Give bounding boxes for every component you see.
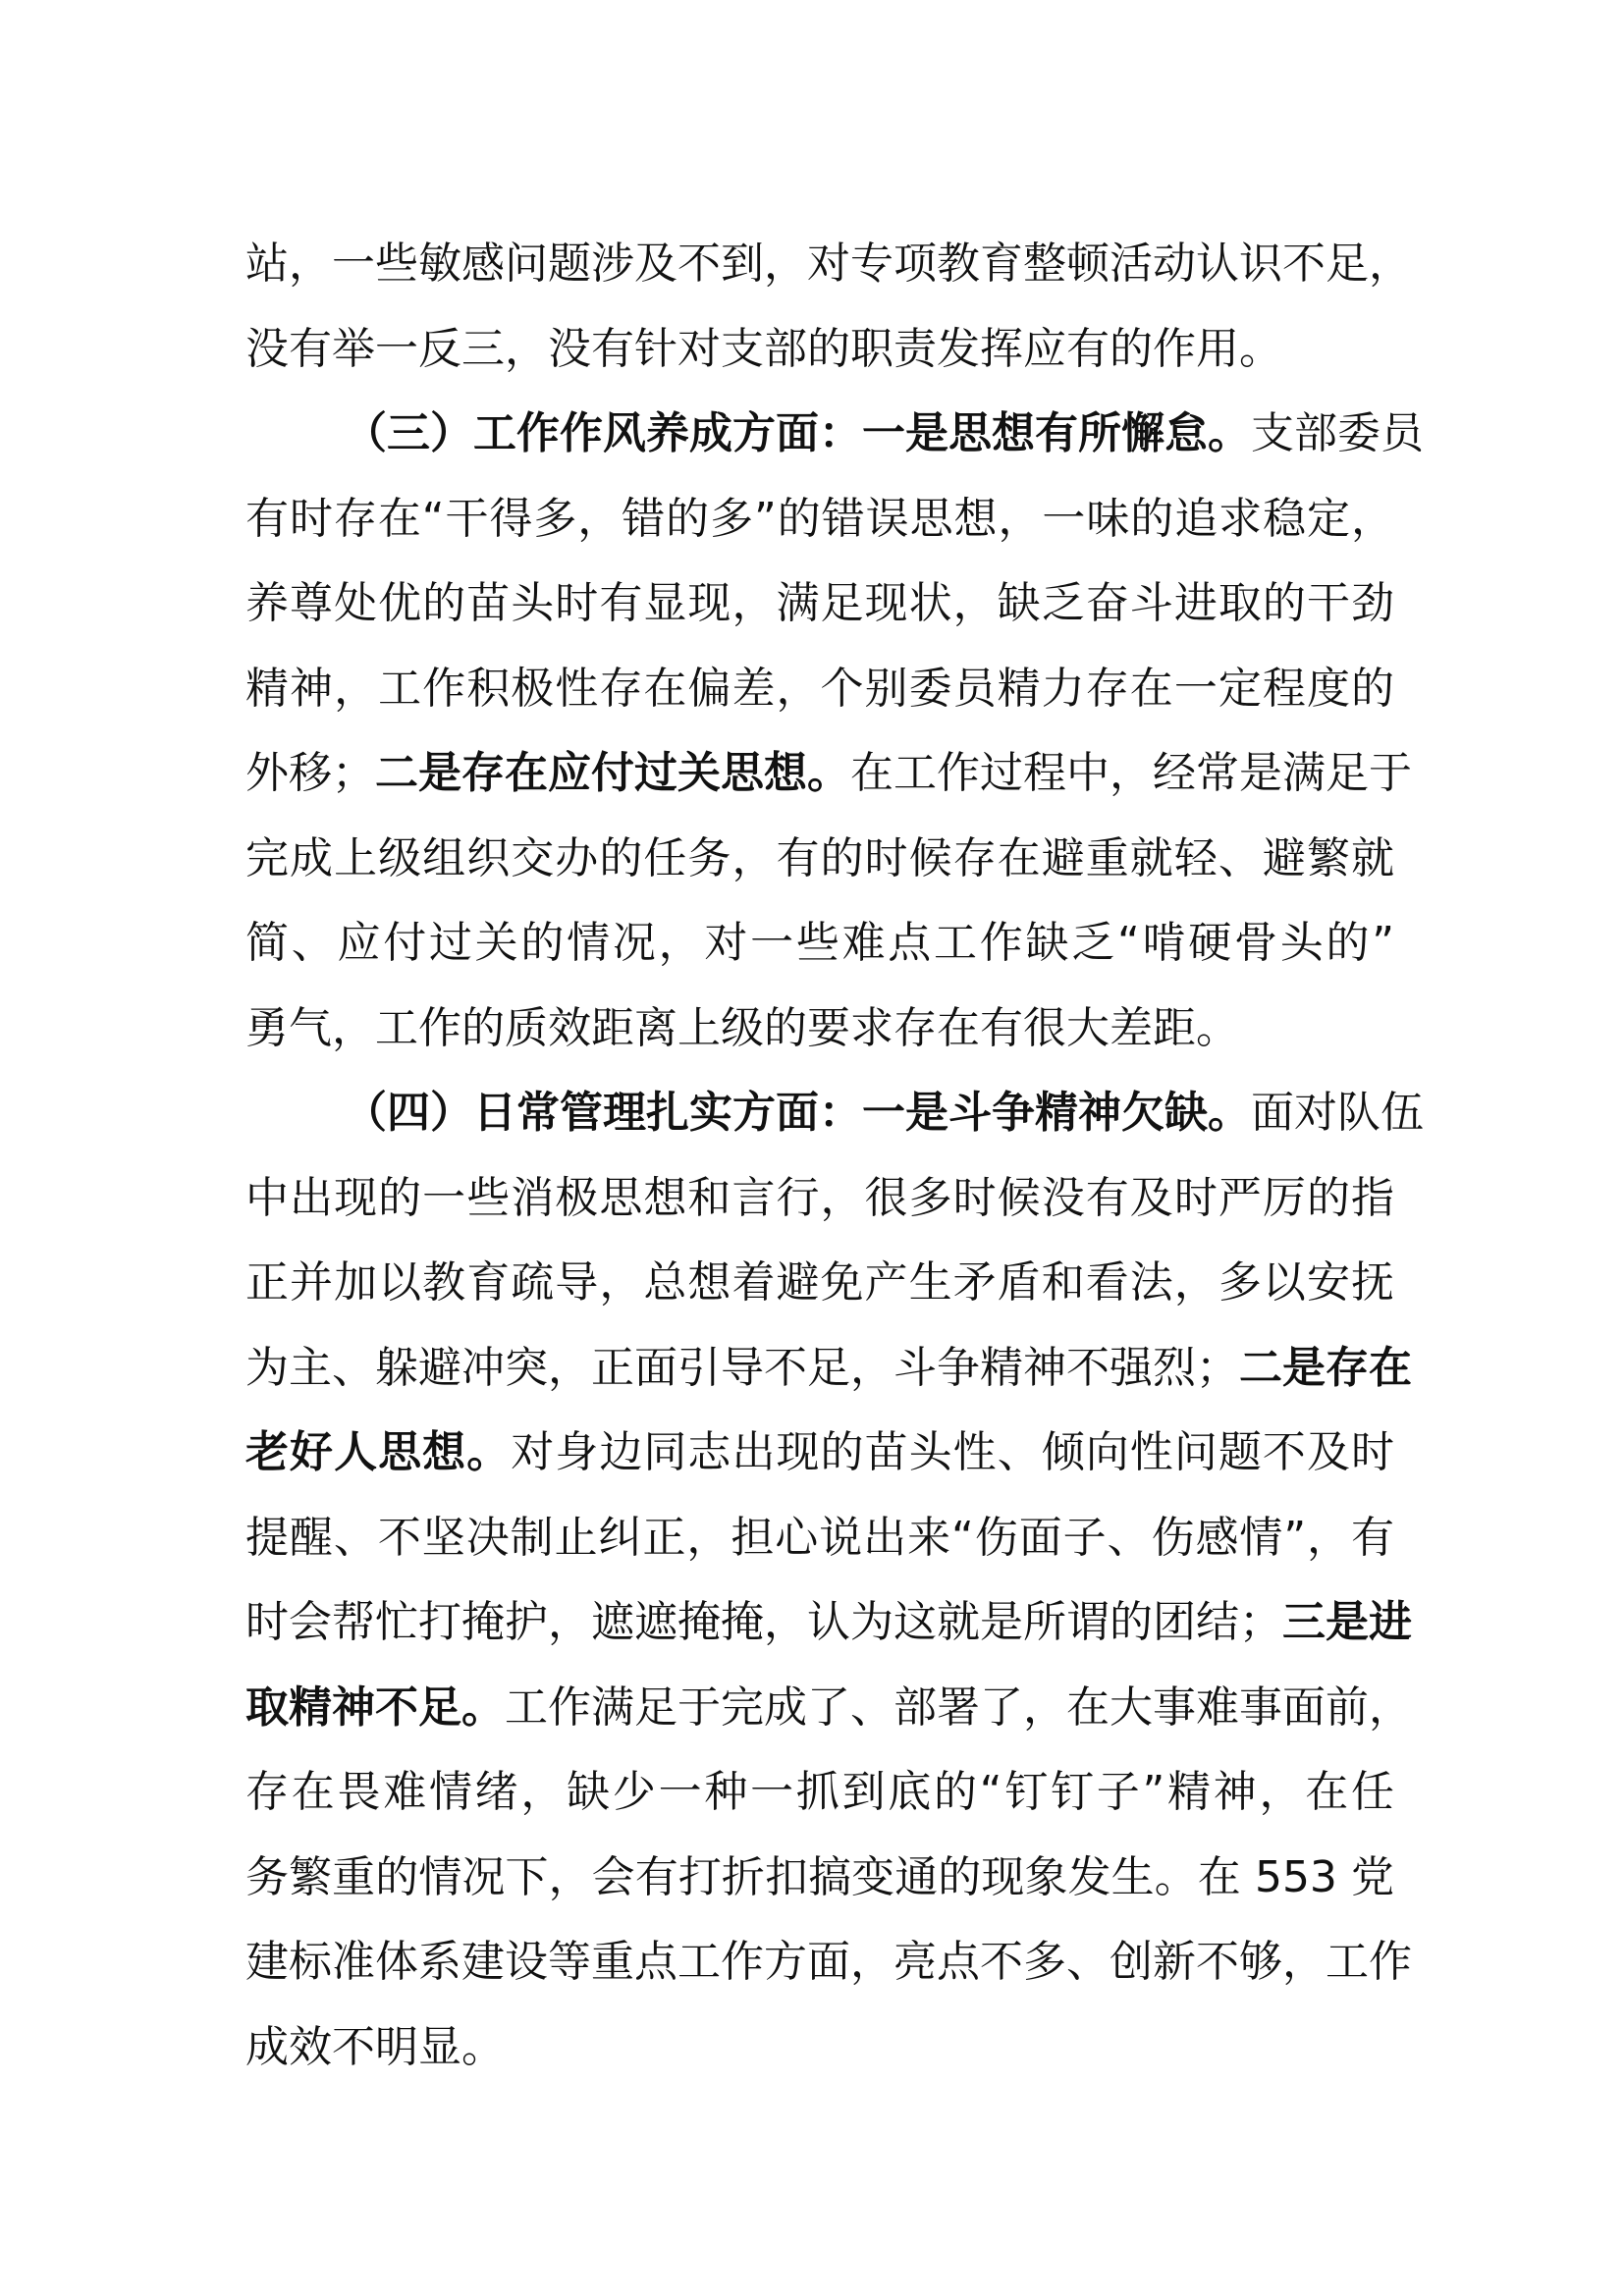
text-run: 养尊处优的苗头时有显现，满足现状，缺乏奋斗进取的干劲 (245, 578, 1394, 628)
text-line (245, 392, 1424, 477)
text-line (245, 1411, 1394, 1496)
text-line (245, 477, 1394, 562)
text-run: 没有举一反三，没有针对支部的职责发挥应有的作用。 (245, 323, 1282, 374)
text-run: 完成上级组织交办的任务，有的时候存在避重就轻、避繁就 (245, 832, 1394, 883)
section-heading-3: （三）工作作风养成方面：一是思想有所懈怠。 (344, 408, 1251, 458)
text-line (245, 1071, 1424, 1156)
text-line (245, 1920, 1412, 2005)
text-run: 时会帮忙打掩护，遮遮掩掩，认为这就是所谓的团结； (245, 1597, 1282, 1647)
paragraph-section-3 (245, 392, 1424, 1071)
paragraph-continuation (245, 222, 1412, 392)
text-run: 提醒、不坚决制止纠正，担心说出来“伤面子、伤感情”，有 (245, 1512, 1394, 1563)
text-run: 勇气，工作的质效距离上级的要求存在有很大差距。 (245, 1002, 1239, 1053)
text-run: 简、应付过关的情况，对一些难点工作缺乏“啃硬骨头的” (245, 918, 1394, 968)
text-line (245, 731, 1412, 817)
text-line (245, 901, 1394, 987)
text-line (245, 1750, 1394, 1836)
bold-point: 二是存在 (1239, 1342, 1412, 1393)
document-page (245, 222, 1424, 2090)
text-run: 对身边同志出现的苗头性、倾向性问题不及时 (511, 1427, 1395, 1477)
text-line (245, 1156, 1394, 1242)
text-line (245, 1496, 1394, 1581)
text-run: 正并加以教育疏导，总想着避免产生矛盾和看法，多以安抚 (245, 1257, 1394, 1308)
text-line (245, 222, 1412, 307)
text-run: 成效不明显。 (245, 2021, 505, 2072)
paragraph-section-4 (245, 1071, 1424, 2090)
text-run: 面对队伍 (1251, 1088, 1424, 1138)
text-run: 存在畏难情绪，缺少一种一抓到底的“钉钉子”精神，在任 (245, 1767, 1394, 1817)
section-heading-4: （四）日常管理扎实方面：一是斗争精神欠缺。 (344, 1088, 1251, 1138)
text-line (245, 561, 1394, 647)
text-run: 工作满足于完成了、部署了，在大事难事面前， (505, 1682, 1412, 1733)
text-line (245, 1326, 1412, 1412)
text-run: 站，一些敏感问题涉及不到，对专项教育整顿活动认识不足， (245, 239, 1412, 289)
text-line (245, 307, 1394, 393)
text-line (245, 2005, 1394, 2091)
bold-point: 取精神不足。 (245, 1682, 505, 1733)
text-run: 有时存在“干得多，错的多”的错误思想，一味的追求稳定， (245, 493, 1394, 544)
text-run: 务繁重的情况下，会有打折扣搞变通的现象发生。在 553 党 (245, 1851, 1394, 1902)
text-run: 在工作过程中，经常是满足于 (850, 748, 1412, 798)
bold-point: 老好人思想。 (245, 1427, 512, 1477)
bold-point: 二是存在应付过关思想。 (375, 748, 850, 798)
text-run: 中出现的一些消极思想和言行，很多时候没有及时严厉的指 (245, 1172, 1394, 1223)
text-line (245, 647, 1394, 732)
text-run: 外移； (245, 748, 375, 798)
text-line (245, 987, 1394, 1072)
bold-point: 三是进 (1282, 1597, 1412, 1647)
text-run: 为主、躲避冲突，正面引导不足，斗争精神不强烈； (245, 1342, 1239, 1393)
text-line (245, 1580, 1412, 1666)
text-line (245, 1836, 1394, 1921)
text-line (245, 1666, 1412, 1751)
text-run: 精神，工作积极性存在偏差，个别委员精力存在一定程度的 (245, 663, 1394, 714)
text-line (245, 1241, 1394, 1326)
text-line (245, 817, 1394, 902)
text-run: 支部委员 (1251, 408, 1424, 458)
text-run: 建标准体系建设等重点工作方面，亮点不多、创新不够，工作 (245, 1937, 1412, 1987)
